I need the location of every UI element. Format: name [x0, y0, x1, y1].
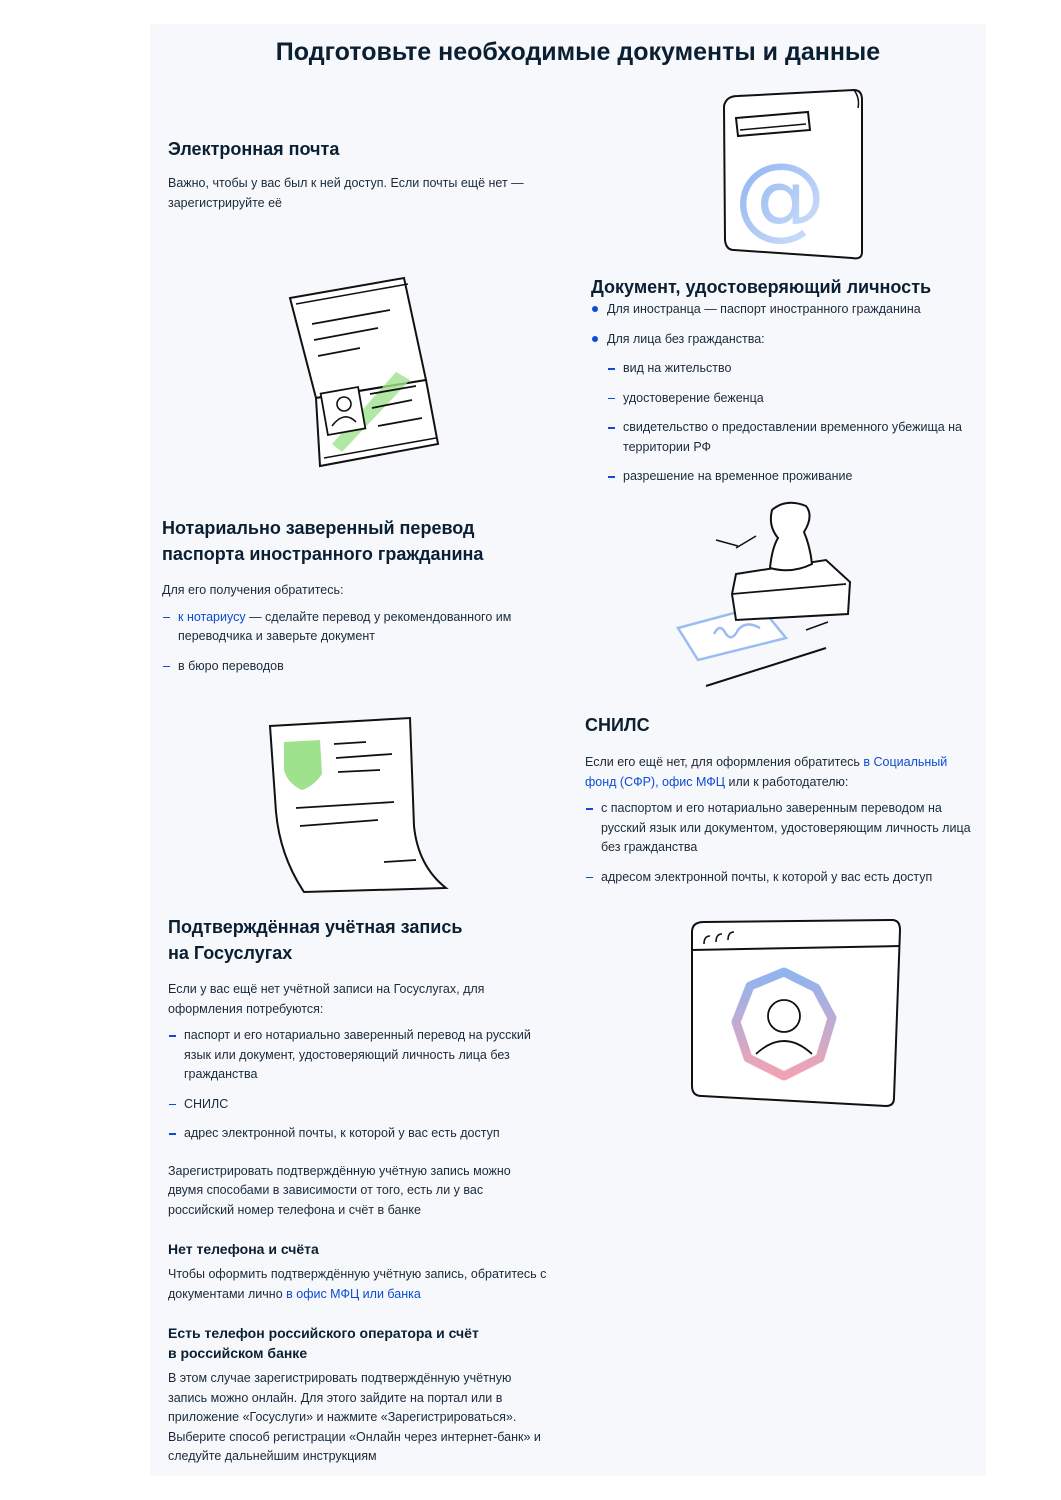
identity-doc-section: [591, 274, 981, 487]
list-item: паспорт и его нотариально заверенный перевод на русский язык или документ, удостоверяющий личность лица без гражданства: [168, 1026, 554, 1085]
snils-intro-suffix: или к работодателю:: [725, 774, 849, 789]
mfc-bank-link[interactable]: в офис МФЦ или банка: [286, 1286, 421, 1301]
notary-section: [162, 515, 542, 676]
snils-link[interactable]: в Социальный фонд (СФР), офис МФЦ: [585, 755, 948, 789]
list-item: адресом электронной почты, к которой у вас есть доступ: [585, 868, 977, 888]
notary-item-text: — сделайте перевод у рекомендованного им переводчика и заверьте документ: [178, 609, 512, 643]
list-item: [162, 608, 528, 647]
list-item: Для иностранца — паспорт иностранного гражданина: [591, 300, 981, 320]
list-item: разрешение на временное проживание: [607, 467, 981, 487]
snils-heading: СНИЛС: [585, 715, 650, 735]
list-item: адрес электронной почты, к которой у вас есть доступ: [168, 1124, 563, 1144]
list-item: вид на жительство: [607, 359, 981, 379]
identity-doc-heading: Документ, удостоверяющий личность: [591, 277, 932, 297]
snils-intro: [585, 753, 965, 792]
list-item: в бюро переводов: [162, 657, 542, 677]
document-icon: [266, 716, 452, 894]
identity-doc-list: [591, 300, 981, 349]
profile-window-icon: [686, 918, 904, 1110]
list-item: СНИЛС: [168, 1095, 563, 1115]
list-item: с паспортом и его нотариально заверенным переводом на русский язык или документом, удостоверяющим личность лица без гражданства: [585, 799, 981, 858]
notary-link[interactable]: к нотариусу: [178, 609, 246, 624]
stamp-icon: [676, 498, 856, 692]
email-heading: Электронная почта: [168, 139, 340, 159]
account-list: [168, 1026, 563, 1144]
passport-icon: [286, 276, 446, 472]
page-title: Подготовьте необходимые документы и данные: [275, 38, 881, 66]
svg-text:@: @: [734, 143, 826, 250]
notary-intro: Для его получения обратитесь:: [162, 583, 344, 597]
snils-section: [585, 712, 977, 887]
notary-list: [162, 608, 542, 677]
list-item: удостоверение беженца: [607, 389, 981, 409]
email-section: [168, 136, 568, 213]
email-text: Важно, чтобы у вас был к ней доступ. Если почты ещё нет — зарегистрируйте её: [168, 176, 524, 210]
no-phone-text-body: Чтобы оформить подтверждённую учётную запись, обратитесь с документами лично: [168, 1267, 547, 1301]
account-intro: Если у вас ещё нет учётной записи на Госуслугах, для оформления потребуются:: [168, 982, 485, 1016]
phone-text: В этом случае зарегистрировать подтверждённую учётную запись можно онлайн. Для этого зайдите на портал или в приложение «Госуслуги» и нажмите «Зарегистрироваться». Выберите способ регистрации «Онлайн через интернет-банк» и следуйте дальнейшим инструкциям: [168, 1371, 541, 1463]
phone-heading: Есть телефон российского оператора и счёт в российском банке: [168, 1325, 479, 1361]
account-section: [168, 914, 563, 1467]
register-text: Зарегистрировать подтверждённую учётную запись можно двумя способами в зависимости от того, есть ли у вас российский номер телефона и счёт в банке: [168, 1163, 511, 1217]
snils-intro-text: Если его ещё нет, для оформления обратитесь: [585, 755, 864, 769]
mailbox-icon: [716, 86, 876, 266]
account-heading: Подтверждённая учётная запись на Госуслугах: [168, 917, 463, 963]
no-phone-heading: Нет телефона и счёта: [168, 1241, 319, 1257]
no-phone-text: [168, 1265, 558, 1304]
identity-doc-sublist: [607, 359, 981, 487]
list-item: свидетельство о предоставлении временного убежища на территории РФ: [607, 418, 968, 457]
notary-heading: Нотариально заверенный перевод паспорта иностранного гражданина: [162, 518, 484, 564]
snils-list: [585, 799, 977, 887]
list-item: Для лица без гражданства:: [591, 330, 981, 350]
